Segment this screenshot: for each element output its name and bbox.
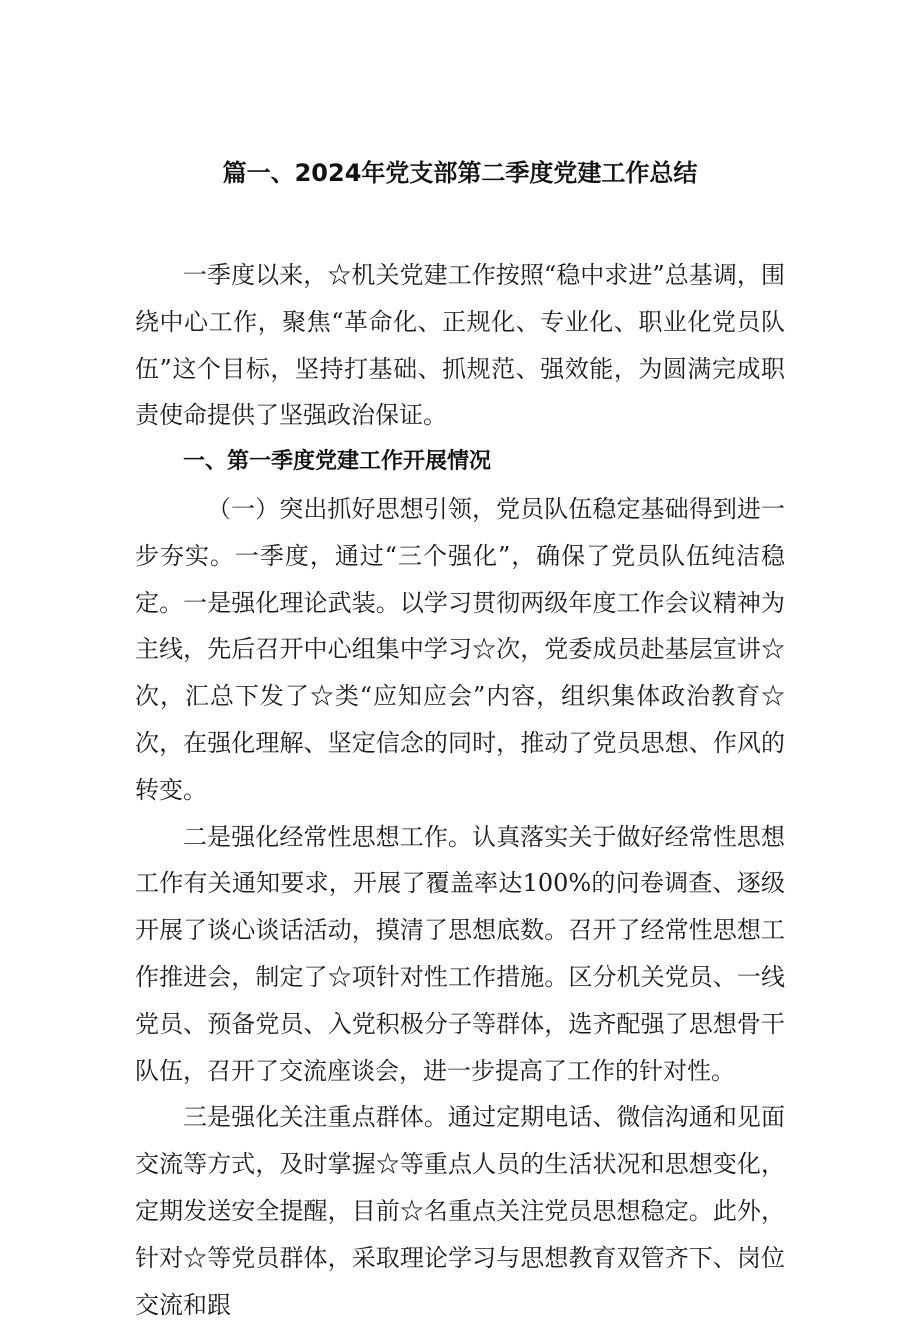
document-body	[135, 252, 785, 1328]
paragraph-key-groups: 三是强化关注重点群体。通过定期电话、微信沟通和见面交流等方式，及时掌握☆等重点人员的生活状况和思想变化，定期发送安全提醒，目前☆名重点关注党员思想稳定。此外，针对☆等党员群体，采取理论学习与思想教育双管齐下、岗位交流和跟	[135, 1103, 785, 1319]
paragraph-subsection-1: （一）突出抓好思想引领，党员队伍稳定基础得到进一步夯实。一季度，通过“三个强化”，确保了党员队伍纯洁稳定。一是强化理论武装。以学习贯彻两级年度工作会议精神为主线，先后召开中心组集中学习☆次，党委成员赴基层宣讲☆次，汇总下发了☆类“应知应会”内容，组织集体政治教育☆次，在强化理解、坚定信念的同时，推动了党员思想、作风的转变。	[135, 494, 785, 804]
paragraph-routine-thought-work: 二是强化经常性思想工作。认真落实关于做好经常性思想工作有关通知要求，开展了覆盖率达100%的问卷调查、逐级开展了谈心谈话活动，摸清了思想底数。召开了经常性思想工作推进会，制定了☆项针对性工作措施。区分机关党员、一线党员、预备党员、入党积极分子等群体，选齐配强了思想骨干队伍，召开了交流座谈会，进一步提高了工作的针对性。	[135, 822, 785, 1085]
document-title: 篇一、2024年党支部第二季度党建工作总结	[222, 159, 698, 187]
paragraph-intro: 一季度以来，☆机关党建工作按照“稳中求进”总基调，围绕中心工作，聚焦“革命化、正规化、专业化、职业化党员队伍”这个目标，坚持打基础、抓规范、强效能，为圆满完成职责使命提供了坚强政治保证。	[135, 261, 785, 430]
section-heading-1: 一、第一季度党建工作开展情况	[183, 449, 492, 475]
